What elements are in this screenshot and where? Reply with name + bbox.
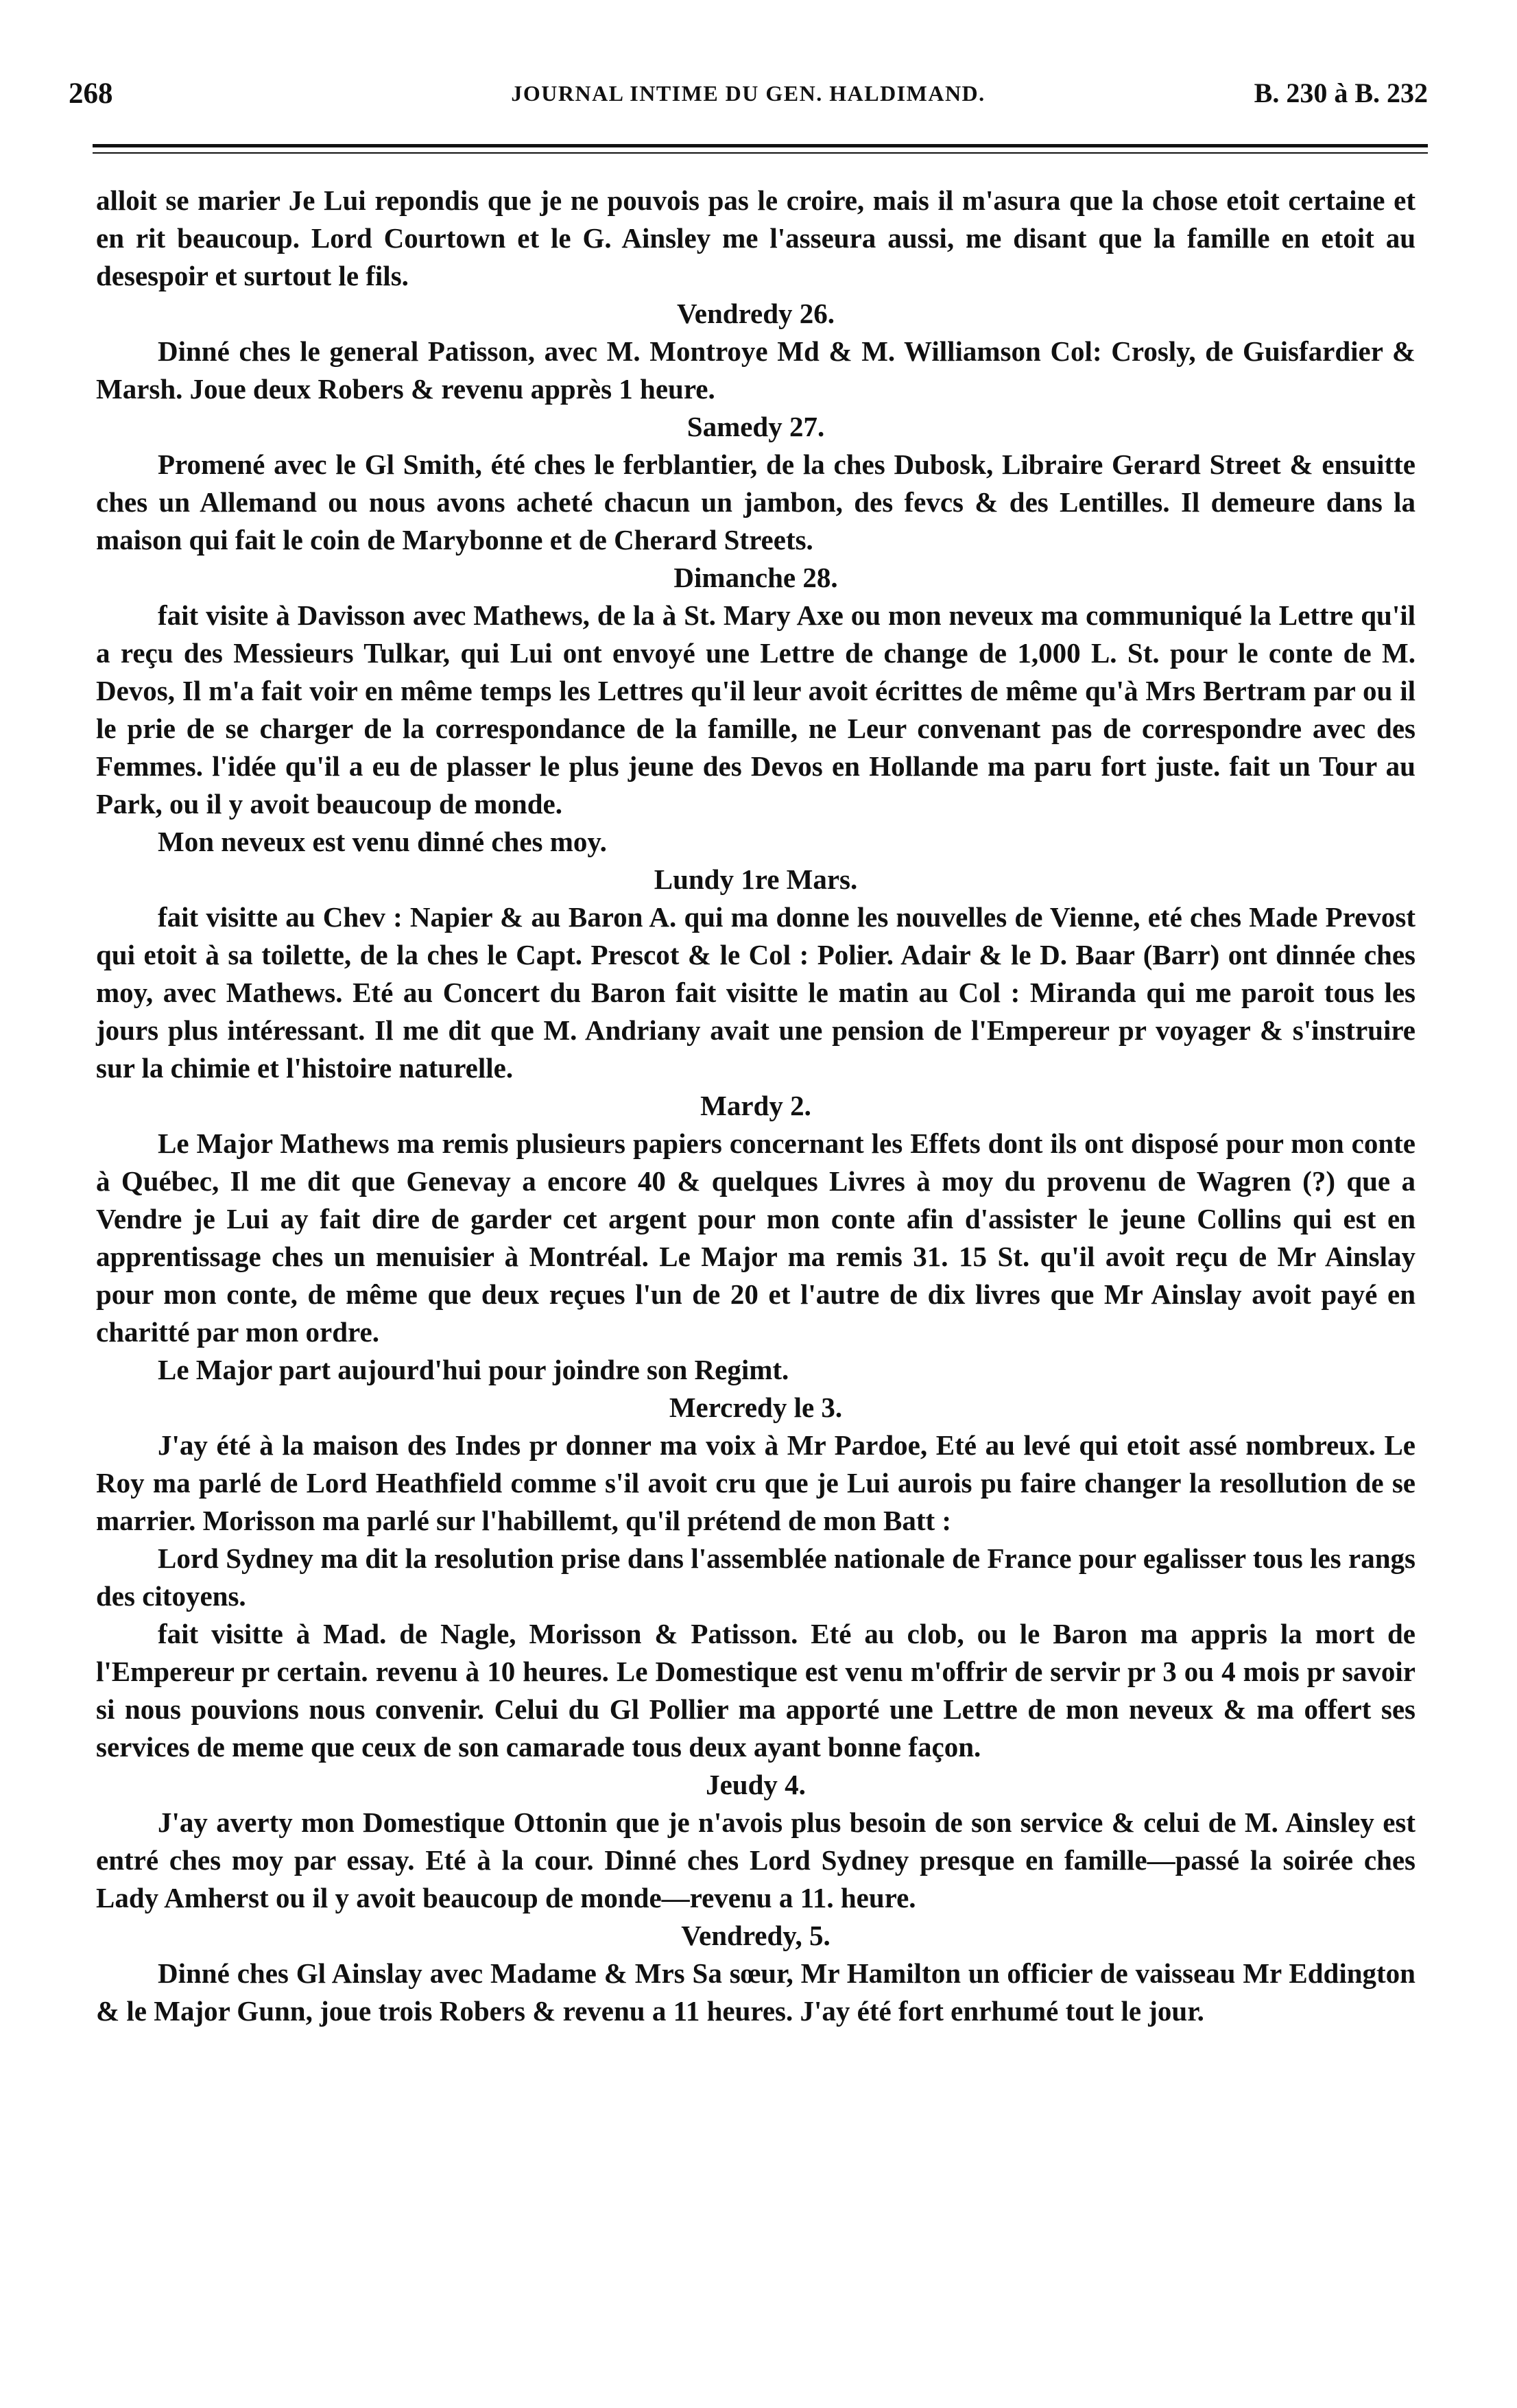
entry-paragraph: J'ay été à la maison des Indes pr donner ma voix à Mr Pardoe, Eté au levé qui etoit assé nombreux. Le Roy ma parlé de Lord Heathfield comme s'il avoit cru que je Lui aurois pu faire changer la resollution de se marrier. Morisson ma parlé sur l'habillemt, qu'il prétend de mon Batt : [96, 1429, 1416, 1536]
entry-date-heading: Dimanche 28. [673, 562, 838, 593]
entry-date-heading: Mercredy le 3. [669, 1392, 843, 1423]
entry-date-heading: Vendredy, 5. [681, 1920, 831, 1951]
entry-paragraph: Dinné ches le general Patisson, avec M. Montroye Md & M. Williamson Col: Crosly, de Guisfardier & Marsh. Joue deux Robers & revenu apprès 1 heure. [96, 335, 1416, 405]
entry-paragraph: Lord Sydney ma dit la resolution prise dans l'assemblée nationale de France pour egalisser tous les rangs des citoyens. [96, 1542, 1416, 1612]
entry-paragraph: Le Major Mathews ma remis plusieurs papiers concernant les Effets dont ils ont disposé pour mon conte à Québec, Il me dit que Genevay a encore 40 & quelques Livres à moy du provenu de Wagren (?) que a Vendre je Lui ay fait dire de garder cet argent pour mon conte afin d'assister le jeune Collins qui est en apprentissage ches un menuisier à Montréal. Le Major ma remis 31. 15 St. qu'il avoit reçu de Mr Ainslay pour mon conte, de même que deux reçues l'un de 20 et l'autre de dix livres que Mr Ainslay avoit payé en charitté par mon ordre. [96, 1128, 1416, 1348]
entry-paragraph: fait visite à Davisson avec Mathews, de la à St. Mary Axe ou mon neveux ma communiqué la Lettre qu'il a reçu des Messieurs Tulkar, qui Lui ont envoyé une Lettre de change de 1,000 L. St. pour le conte de M. Devos, Il m'a fait voir en même temps les Lettres qu'il leur avoit écrittes de même qu'à Mrs Bertram par ou il le prie de se charger de la correspondance de la famille, ne Leur convenant pas de correspondre avec des Femmes. l'idée qu'il a eu de plasser le plus jeune des Devos en Hollande ma paru fort juste. fait un Tour au Park, ou il y avoit beaucoup de monde. [96, 599, 1416, 820]
entry-date-heading: Jeudy 4. [706, 1769, 806, 1800]
entry-paragraph: alloit se marier Je Lui repondis que je ne pouvois pas le croire, mais il m'asura que la chose etoit certaine et en rit beaucoup. Lord Courtown et le G. Ainsley me l'asseura aussi, me disant que la famille en etoit au desespoir et surtout le fils. [96, 184, 1416, 291]
running-title: JOURNAL INTIME DU GEN. HALDIMAND. [511, 81, 986, 106]
entry-date-heading: Samedy 27. [686, 411, 825, 442]
entry-paragraph: Le Major part aujourd'hui pour joindre son Regimt. [158, 1354, 789, 1385]
page-number: 268 [69, 78, 113, 110]
entry-date-heading: Vendredy 26. [676, 298, 835, 329]
entry-paragraph: Promené avec le Gl Smith, été ches le ferblantier, de la ches Dubosk, Libraire Gerard Street & ensuitte ches un Allemand ou nous avons acheté chacun un jambon, des fevcs & des Lentilles. Il demeure dans la maison qui fait le coin de Marybonne et de Cherard Streets. [96, 449, 1416, 556]
entry-date-heading: Lundy 1re Mars. [654, 863, 858, 895]
journal-body [96, 182, 1416, 2030]
entry-paragraph: Dinné ches Gl Ainslay avec Madame & Mrs Sa sœur, Mr Hamilton un officier de vaisseau Mr Eddington & le Major Gunn, joue trois Robers & revenu a 11 heures. J'ay été fort enrhumé tout le jour. [96, 1957, 1416, 2027]
header-rule-thin [93, 152, 1428, 154]
running-header [69, 77, 1428, 125]
entry-date-heading: Mardy 2. [700, 1090, 811, 1121]
entry-paragraph: Mon neveux est venu dinné ches moy. [158, 826, 607, 857]
entry-paragraph: J'ay averty mon Domestique Ottonin que je n'avois plus besoin de son service & celui de M. Ainsley est entré ches moy par essay. Eté à la cour. Dinné ches Lord Sydney presque en famille—passé la soirée ches Lady Amherst ou il y avoit beaucoup de monde—revenu a 11. heure. [96, 1807, 1416, 1914]
header-rule-thick [93, 144, 1428, 147]
entry-paragraph: fait visitte au Chev : Napier & au Baron A. qui ma donne les nouvelles de Vienne, eté ches Made Prevost qui etoit à sa toilette, de la ches le Capt. Prescot & le Col : Polier. Adair & le D. Baar (Barr) ont dinnée ches moy, avec Mathews. Eté au Concert du Baron fait visitte le matin au Col : Miranda qui me paroit tous les jours plus intéressant. Il me dit que M. Andriany avait une pension de l'Empereur pr voyager & s'instruire sur la chimie et l'histoire naturelle. [96, 901, 1416, 1084]
entry-paragraph: fait visitte à Mad. de Nagle, Morisson & Patisson. Eté au clob, ou le Baron ma appris la mort de l'Empereur pr certain. revenu à 10 heures. Le Domestique est venu m'offrir de servir pr 3 ou 4 mois pr savoir si nous pouvions nous convenir. Celui du Gl Pollier ma apporté une Lettre de mon neveux & ma offert ses services de meme que ceux de son camarade tous deux ayant bonne façon. [96, 1618, 1416, 1763]
folio-range: B. 230 à B. 232 [1254, 78, 1428, 108]
